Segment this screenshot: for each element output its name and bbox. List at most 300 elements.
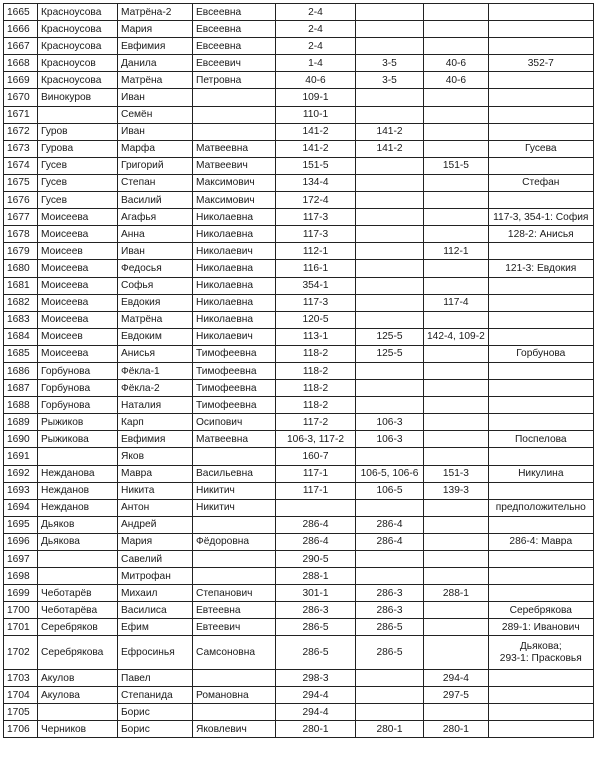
- surname-cell: Серебрякова: [38, 636, 118, 670]
- surname-cell: Моисеева: [38, 345, 118, 362]
- surname-cell: Моисеева: [38, 260, 118, 277]
- record-id-cell: 1704: [4, 687, 38, 704]
- surname-cell: Красноусов: [38, 55, 118, 72]
- table-row: [4, 448, 594, 465]
- note-cell: предположительно: [488, 499, 593, 516]
- given-name-cell: Борис: [118, 704, 193, 721]
- reference-2-cell: [356, 294, 424, 311]
- reference-3-cell: [424, 192, 489, 209]
- note-line-2: 293-1: Прасковья: [499, 652, 582, 664]
- record-id-cell: 1680: [4, 260, 38, 277]
- surname-cell: Моисеева: [38, 226, 118, 243]
- patronymic-cell: Матвеевна: [193, 140, 276, 157]
- table-row: [4, 636, 594, 670]
- note-cell: [488, 72, 593, 89]
- surname-cell: [38, 568, 118, 585]
- reference-1-cell: 290-5: [276, 551, 356, 568]
- table-row: [4, 89, 594, 106]
- record-id-cell: 1706: [4, 721, 38, 738]
- table-row: [4, 533, 594, 550]
- table-row: [4, 157, 594, 174]
- reference-3-cell: 117-4: [424, 294, 489, 311]
- reference-2-cell: 141-2: [356, 123, 424, 140]
- reference-1-cell: 110-1: [276, 106, 356, 123]
- reference-2-cell: [356, 551, 424, 568]
- given-name-cell: Софья: [118, 277, 193, 294]
- table-row: [4, 192, 594, 209]
- record-id-cell: 1668: [4, 55, 38, 72]
- patronymic-cell: [193, 516, 276, 533]
- record-id-cell: 1688: [4, 397, 38, 414]
- given-name-cell: Анна: [118, 226, 193, 243]
- reference-2-cell: [356, 21, 424, 38]
- reference-3-cell: [424, 89, 489, 106]
- record-id-cell: 1697: [4, 551, 38, 568]
- table-row: [4, 414, 594, 431]
- reference-1-cell: 280-1: [276, 721, 356, 738]
- given-name-cell: Карп: [118, 414, 193, 431]
- reference-1-cell: 117-1: [276, 482, 356, 499]
- reference-2-cell: 286-3: [356, 602, 424, 619]
- reference-2-cell: [356, 209, 424, 226]
- patronymic-cell: Николаевна: [193, 277, 276, 294]
- table-row: [4, 226, 594, 243]
- record-id-cell: 1675: [4, 174, 38, 191]
- given-name-cell: Григорий: [118, 157, 193, 174]
- note-cell: [488, 294, 593, 311]
- record-id-cell: 1696: [4, 533, 38, 550]
- reference-2-cell: [356, 192, 424, 209]
- reference-3-cell: [424, 38, 489, 55]
- given-name-cell: Агафья: [118, 209, 193, 226]
- record-id-cell: 1667: [4, 38, 38, 55]
- reference-2-cell: [356, 362, 424, 379]
- record-id-cell: 1683: [4, 311, 38, 328]
- reference-3-cell: [424, 277, 489, 294]
- reference-1-cell: 354-1: [276, 277, 356, 294]
- surname-cell: Серебряков: [38, 619, 118, 636]
- given-name-cell: Михаил: [118, 585, 193, 602]
- reference-3-cell: 280-1: [424, 721, 489, 738]
- patronymic-cell: [193, 568, 276, 585]
- table-row: [4, 721, 594, 738]
- reference-3-cell: [424, 431, 489, 448]
- note-cell: [488, 380, 593, 397]
- table-row: [4, 551, 594, 568]
- reference-3-cell: [424, 516, 489, 533]
- reference-1-cell: 141-2: [276, 123, 356, 140]
- records-body: [4, 4, 594, 738]
- reference-3-cell: [424, 619, 489, 636]
- given-name-cell: Фёкла-1: [118, 362, 193, 379]
- record-id-cell: 1678: [4, 226, 38, 243]
- reference-1-cell: 160-7: [276, 448, 356, 465]
- record-id-cell: 1689: [4, 414, 38, 431]
- patronymic-cell: Степанович: [193, 585, 276, 602]
- reference-3-cell: [424, 174, 489, 191]
- note-cell: [488, 482, 593, 499]
- patronymic-cell: Николаевна: [193, 260, 276, 277]
- record-id-cell: 1685: [4, 345, 38, 362]
- reference-1-cell: 286-5: [276, 636, 356, 670]
- given-name-cell: Павел: [118, 669, 193, 686]
- patronymic-cell: [193, 704, 276, 721]
- record-id-cell: 1698: [4, 568, 38, 585]
- given-name-cell: Мария: [118, 533, 193, 550]
- patronymic-cell: Тимофеевна: [193, 397, 276, 414]
- reference-1-cell: 294-4: [276, 687, 356, 704]
- patronymic-cell: Никитич: [193, 482, 276, 499]
- note-cell: [488, 568, 593, 585]
- note-cell: [488, 106, 593, 123]
- reference-3-cell: [424, 704, 489, 721]
- table-row: [4, 516, 594, 533]
- surname-cell: Моисеев: [38, 328, 118, 345]
- table-row: [4, 55, 594, 72]
- given-name-cell: Иван: [118, 123, 193, 140]
- note-cell: [488, 157, 593, 174]
- reference-3-cell: [424, 345, 489, 362]
- reference-3-cell: [424, 4, 489, 21]
- reference-2-cell: [356, 687, 424, 704]
- patronymic-cell: Максимович: [193, 174, 276, 191]
- reference-3-cell: 40-6: [424, 72, 489, 89]
- reference-2-cell: [356, 226, 424, 243]
- note-cell: 128-2: Анисья: [488, 226, 593, 243]
- reference-3-cell: [424, 106, 489, 123]
- surname-cell: Дьякова: [38, 533, 118, 550]
- reference-1-cell: 286-4: [276, 533, 356, 550]
- given-name-cell: Василиса: [118, 602, 193, 619]
- reference-2-cell: 286-5: [356, 619, 424, 636]
- surname-cell: Гусев: [38, 157, 118, 174]
- reference-3-cell: [424, 209, 489, 226]
- table-row: [4, 465, 594, 482]
- reference-3-cell: [424, 380, 489, 397]
- patronymic-cell: [193, 448, 276, 465]
- given-name-cell: Евдоким: [118, 328, 193, 345]
- reference-3-cell: [424, 448, 489, 465]
- record-id-cell: 1699: [4, 585, 38, 602]
- note-cell: [488, 721, 593, 738]
- reference-1-cell: 117-3: [276, 226, 356, 243]
- record-id-cell: 1691: [4, 448, 38, 465]
- note-cell: [488, 123, 593, 140]
- note-cell: [488, 704, 593, 721]
- table-row: [4, 328, 594, 345]
- reference-2-cell: 3-5: [356, 55, 424, 72]
- reference-1-cell: [276, 499, 356, 516]
- given-name-cell: Семён: [118, 106, 193, 123]
- table-row: [4, 568, 594, 585]
- table-row: [4, 38, 594, 55]
- record-id-cell: 1677: [4, 209, 38, 226]
- note-cell: [488, 516, 593, 533]
- given-name-cell: Федосья: [118, 260, 193, 277]
- reference-3-cell: [424, 226, 489, 243]
- given-name-cell: Иван: [118, 89, 193, 106]
- surname-cell: Горбунова: [38, 380, 118, 397]
- record-id-cell: 1671: [4, 106, 38, 123]
- reference-3-cell: [424, 397, 489, 414]
- note-cell: [488, 192, 593, 209]
- reference-2-cell: 286-3: [356, 585, 424, 602]
- surname-cell: [38, 704, 118, 721]
- given-name-cell: Василий: [118, 192, 193, 209]
- note-cell: 352-7: [488, 55, 593, 72]
- reference-1-cell: 117-3: [276, 294, 356, 311]
- patronymic-cell: Васильевна: [193, 465, 276, 482]
- note-cell: Серебрякова: [488, 602, 593, 619]
- record-id-cell: 1687: [4, 380, 38, 397]
- patronymic-cell: [193, 123, 276, 140]
- note-cell: [488, 328, 593, 345]
- given-name-cell: Данила: [118, 55, 193, 72]
- reference-3-cell: [424, 533, 489, 550]
- surname-cell: Рыжикова: [38, 431, 118, 448]
- reference-3-cell: [424, 123, 489, 140]
- record-id-cell: 1694: [4, 499, 38, 516]
- surname-cell: Черников: [38, 721, 118, 738]
- given-name-cell: Мавра: [118, 465, 193, 482]
- record-id-cell: 1684: [4, 328, 38, 345]
- reference-1-cell: 294-4: [276, 704, 356, 721]
- surname-cell: Чеботарёва: [38, 602, 118, 619]
- table-row: [4, 260, 594, 277]
- reference-2-cell: 125-5: [356, 345, 424, 362]
- patronymic-cell: Евсеевич: [193, 55, 276, 72]
- given-name-cell: Евдокия: [118, 294, 193, 311]
- patronymic-cell: Николаевна: [193, 209, 276, 226]
- note-cell: [488, 551, 593, 568]
- table-row: [4, 362, 594, 379]
- reference-1-cell: 286-5: [276, 619, 356, 636]
- table-row: [4, 499, 594, 516]
- table-row: [4, 123, 594, 140]
- given-name-cell: Степан: [118, 174, 193, 191]
- reference-1-cell: 118-2: [276, 362, 356, 379]
- patronymic-cell: Евсеевна: [193, 21, 276, 38]
- surname-cell: Чеботарёв: [38, 585, 118, 602]
- note-cell: Гусева: [488, 140, 593, 157]
- reference-1-cell: 118-2: [276, 380, 356, 397]
- patronymic-cell: Николаевич: [193, 243, 276, 260]
- table-row: [4, 21, 594, 38]
- surname-cell: Дьяков: [38, 516, 118, 533]
- given-name-cell: Андрей: [118, 516, 193, 533]
- reference-2-cell: [356, 38, 424, 55]
- patronymic-cell: Евсеевна: [193, 38, 276, 55]
- record-id-cell: 1700: [4, 602, 38, 619]
- table-row: [4, 311, 594, 328]
- record-id-cell: 1679: [4, 243, 38, 260]
- table-row: [4, 669, 594, 686]
- reference-1-cell: 106-3, 117-2: [276, 431, 356, 448]
- reference-2-cell: [356, 499, 424, 516]
- table-row: [4, 174, 594, 191]
- surname-cell: Рыжиков: [38, 414, 118, 431]
- note-cell: Горбунова: [488, 345, 593, 362]
- reference-1-cell: 2-4: [276, 21, 356, 38]
- table-row: [4, 585, 594, 602]
- note-cell: 121-3: Евдокия: [488, 260, 593, 277]
- reference-3-cell: 139-3: [424, 482, 489, 499]
- table-row: [4, 72, 594, 89]
- patronymic-cell: Петровна: [193, 72, 276, 89]
- patronymic-cell: Евтеевич: [193, 619, 276, 636]
- given-name-cell: Степанида: [118, 687, 193, 704]
- patronymic-cell: Евсеевна: [193, 4, 276, 21]
- reference-3-cell: 151-5: [424, 157, 489, 174]
- note-cell: [488, 38, 593, 55]
- note-cell: Стефан: [488, 174, 593, 191]
- genealogy-records-table: [3, 3, 594, 738]
- table-row: [4, 277, 594, 294]
- surname-cell: Моисеева: [38, 209, 118, 226]
- record-id-cell: 1670: [4, 89, 38, 106]
- record-id-cell: 1666: [4, 21, 38, 38]
- given-name-cell: Мария: [118, 21, 193, 38]
- given-name-cell: Анисья: [118, 345, 193, 362]
- reference-3-cell: 142-4, 109-2: [424, 328, 489, 345]
- reference-2-cell: [356, 669, 424, 686]
- reference-2-cell: 106-5, 106-6: [356, 465, 424, 482]
- reference-1-cell: 141-2: [276, 140, 356, 157]
- reference-1-cell: 172-4: [276, 192, 356, 209]
- reference-1-cell: 118-2: [276, 345, 356, 362]
- record-id-cell: 1705: [4, 704, 38, 721]
- given-name-cell: Марфа: [118, 140, 193, 157]
- surname-cell: Моисеева: [38, 294, 118, 311]
- record-id-cell: 1665: [4, 4, 38, 21]
- note-cell: Поспелова: [488, 431, 593, 448]
- patronymic-cell: Николаевна: [193, 294, 276, 311]
- records-sheet: [3, 3, 594, 738]
- note-cell: 117-3, 354-1: София: [488, 209, 593, 226]
- reference-2-cell: [356, 448, 424, 465]
- patronymic-cell: [193, 89, 276, 106]
- surname-cell: Красноусова: [38, 38, 118, 55]
- reference-1-cell: 134-4: [276, 174, 356, 191]
- note-cell: [488, 4, 593, 21]
- surname-cell: Красноусова: [38, 4, 118, 21]
- reference-2-cell: [356, 568, 424, 585]
- reference-2-cell: 125-5: [356, 328, 424, 345]
- note-cell: 289-1: Иванович: [488, 619, 593, 636]
- record-id-cell: 1703: [4, 669, 38, 686]
- patronymic-cell: Евтеевна: [193, 602, 276, 619]
- reference-1-cell: 118-2: [276, 397, 356, 414]
- reference-3-cell: [424, 362, 489, 379]
- reference-1-cell: 286-4: [276, 516, 356, 533]
- note-line-1: Дьякова;: [519, 640, 562, 652]
- table-row: [4, 106, 594, 123]
- reference-2-cell: 3-5: [356, 72, 424, 89]
- surname-cell: Красноусова: [38, 72, 118, 89]
- reference-1-cell: 117-2: [276, 414, 356, 431]
- surname-cell: Гуров: [38, 123, 118, 140]
- surname-cell: Нежданова: [38, 465, 118, 482]
- patronymic-cell: Романовна: [193, 687, 276, 704]
- reference-2-cell: [356, 157, 424, 174]
- reference-2-cell: 106-3: [356, 431, 424, 448]
- note-cell: [488, 448, 593, 465]
- patronymic-cell: Матвеевна: [193, 431, 276, 448]
- table-row: [4, 209, 594, 226]
- reference-2-cell: 286-4: [356, 533, 424, 550]
- surname-cell: Винокуров: [38, 89, 118, 106]
- record-id-cell: 1674: [4, 157, 38, 174]
- reference-1-cell: 113-1: [276, 328, 356, 345]
- table-row: [4, 431, 594, 448]
- patronymic-cell: Тимофеевна: [193, 380, 276, 397]
- surname-cell: Горбунова: [38, 362, 118, 379]
- note-cell: [488, 277, 593, 294]
- given-name-cell: Матрёна: [118, 311, 193, 328]
- given-name-cell: Фёкла-2: [118, 380, 193, 397]
- reference-1-cell: 288-1: [276, 568, 356, 585]
- note-cell: [488, 636, 593, 670]
- patronymic-cell: Никитич: [193, 499, 276, 516]
- patronymic-cell: Матвеевич: [193, 157, 276, 174]
- reference-1-cell: 109-1: [276, 89, 356, 106]
- surname-cell: Гурова: [38, 140, 118, 157]
- reference-3-cell: 294-4: [424, 669, 489, 686]
- reference-1-cell: 298-3: [276, 669, 356, 686]
- patronymic-cell: [193, 551, 276, 568]
- surname-cell: Акулова: [38, 687, 118, 704]
- reference-3-cell: [424, 311, 489, 328]
- reference-2-cell: [356, 243, 424, 260]
- record-id-cell: 1701: [4, 619, 38, 636]
- reference-1-cell: 301-1: [276, 585, 356, 602]
- surname-cell: Гусев: [38, 192, 118, 209]
- given-name-cell: Матрёна-2: [118, 4, 193, 21]
- surname-cell: Моисеев: [38, 243, 118, 260]
- patronymic-cell: Осипович: [193, 414, 276, 431]
- note-cell: [488, 311, 593, 328]
- reference-1-cell: 117-1: [276, 465, 356, 482]
- reference-2-cell: [356, 397, 424, 414]
- reference-1-cell: 120-5: [276, 311, 356, 328]
- reference-2-cell: [356, 311, 424, 328]
- reference-2-cell: 106-3: [356, 414, 424, 431]
- surname-cell: Горбунова: [38, 397, 118, 414]
- table-row: [4, 482, 594, 499]
- record-id-cell: 1695: [4, 516, 38, 533]
- surname-cell: [38, 106, 118, 123]
- reference-3-cell: 297-5: [424, 687, 489, 704]
- note-cell: [488, 243, 593, 260]
- given-name-cell: Ефим: [118, 619, 193, 636]
- reference-2-cell: [356, 89, 424, 106]
- reference-2-cell: 286-5: [356, 636, 424, 670]
- reference-1-cell: 40-6: [276, 72, 356, 89]
- surname-cell: Нежданов: [38, 482, 118, 499]
- patronymic-cell: Николаевна: [193, 226, 276, 243]
- record-id-cell: 1672: [4, 123, 38, 140]
- record-id-cell: 1676: [4, 192, 38, 209]
- reference-3-cell: [424, 568, 489, 585]
- reference-2-cell: [356, 704, 424, 721]
- note-cell: Никулина: [488, 465, 593, 482]
- table-row: [4, 619, 594, 636]
- table-row: [4, 704, 594, 721]
- given-name-cell: Яков: [118, 448, 193, 465]
- patronymic-cell: Тимофеевна: [193, 345, 276, 362]
- surname-cell: Акулов: [38, 669, 118, 686]
- patronymic-cell: Яковлевич: [193, 721, 276, 738]
